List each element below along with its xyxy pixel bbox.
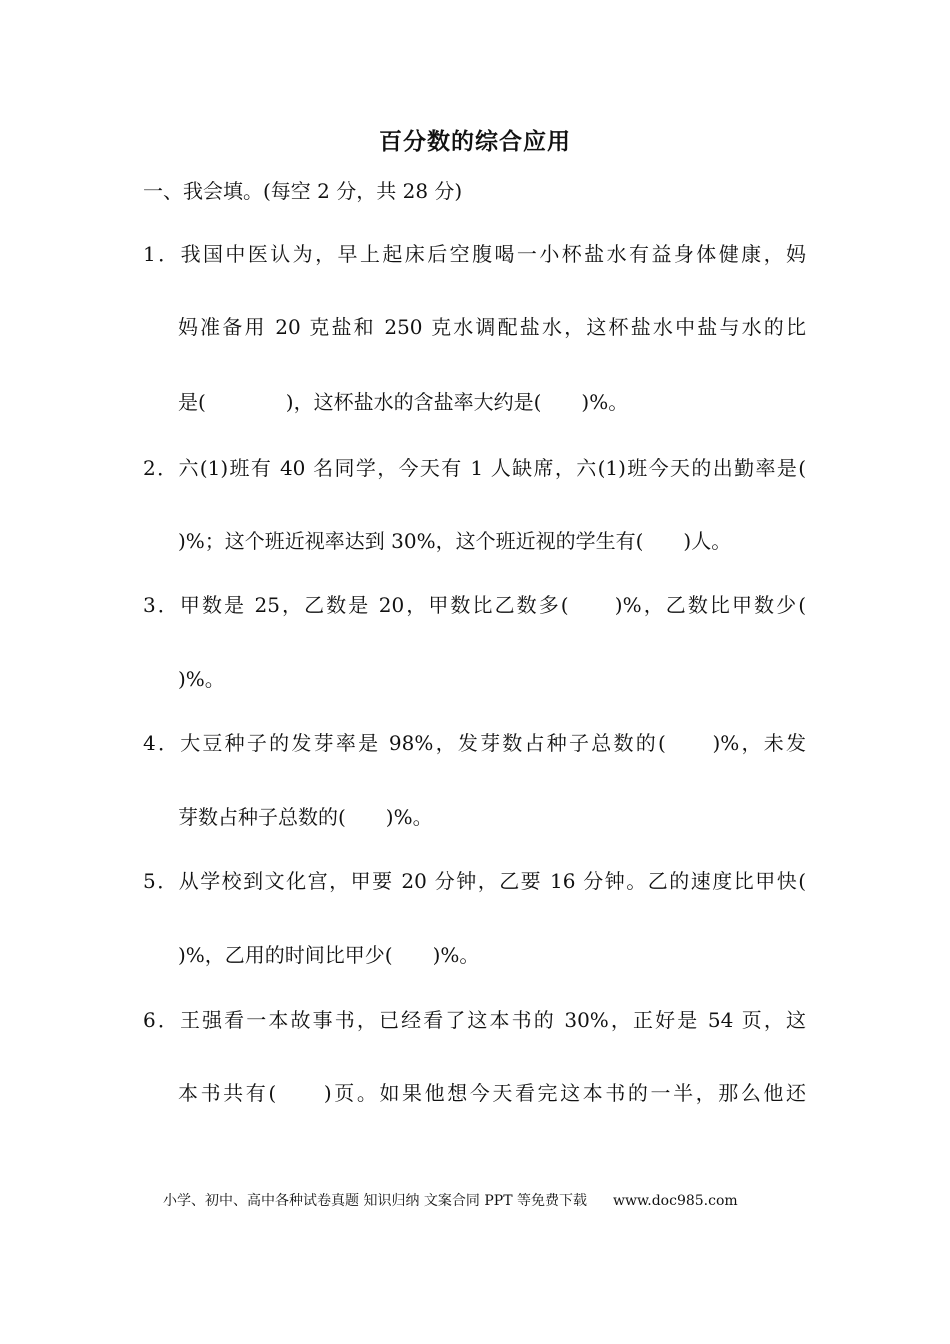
question-3-line-2: )%。 — [178, 667, 225, 691]
question-6-line-2: 本书共有( )页。如果他想今天看完这本书的一半，那么他还 — [178, 1081, 806, 1105]
question-4-line-1: 4．大豆种子的发芽率是 98%，发芽数占种子总数的( )%，未发 — [143, 731, 806, 755]
page-footer — [163, 1191, 738, 1211]
question-1-line-3: 是( )，这杯盐水的含盐率大约是( )%。 — [178, 390, 629, 414]
question-2-line-2: )%；这个班近视率达到 30%，这个班近视的学生有( )人。 — [178, 529, 732, 553]
footer-url[interactable]: www.doc985.com — [612, 1193, 738, 1209]
page-title: 百分数的综合应用 — [379, 129, 571, 155]
question-4-line-2: 芽数占种子总数的( )%。 — [178, 805, 433, 829]
question-6-line-1: 6．王强看一本故事书，已经看了这本书的 30%，正好是 54 页，这 — [143, 1008, 806, 1032]
question-5-line-2: )%，乙用的时间比甲少( )%。 — [178, 943, 480, 967]
question-1-line-1: 1．我国中医认为，早上起床后空腹喝一小杯盐水有益身体健康，妈 — [143, 242, 806, 266]
question-2-line-1: 2．六(1)班有 40 名同学，今天有 1 人缺席，六(1)班今天的出勤率是( — [143, 456, 806, 480]
section-heading: 一、我会填。(每空 2 分，共 28 分) — [143, 179, 463, 203]
footer-text: 小学、初中、高中各种试卷真题 知识归纳 文案合同 PPT 等免费下载 — [163, 1193, 587, 1209]
question-3-line-1: 3．甲数是 25，乙数是 20，甲数比乙数多( )%，乙数比甲数少( — [143, 593, 806, 617]
question-1-line-2: 妈准备用 20 克盐和 250 克水调配盐水，这杯盐水中盐与水的比 — [178, 315, 806, 339]
question-5-line-1: 5．从学校到文化宫，甲要 20 分钟，乙要 16 分钟。乙的速度比甲快( — [143, 869, 806, 893]
